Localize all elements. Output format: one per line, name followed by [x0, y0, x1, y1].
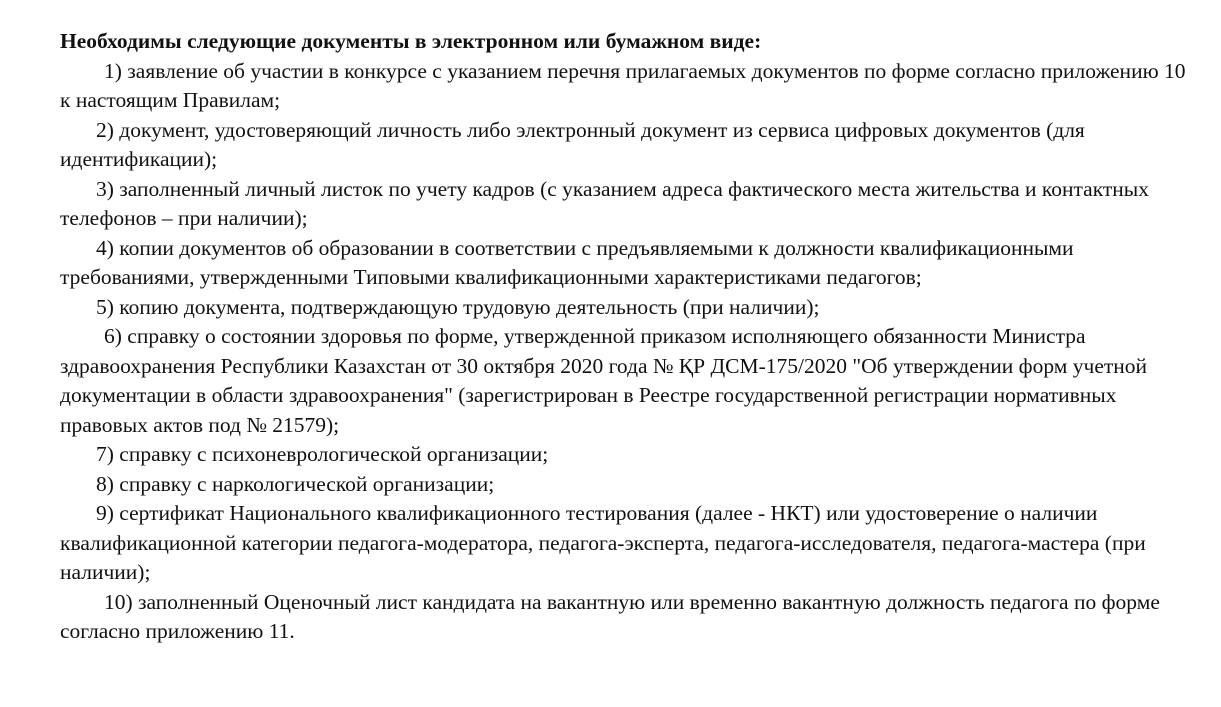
- documents-heading: Необходимы следующие документы в электронном или бумажном виде:: [60, 29, 762, 53]
- document-item-1: 1) заявление об участии в конкурсе с указанием перечня прилагаемых документов по форме согласно приложению 10 к настоящим Правилам;: [60, 58, 1186, 112]
- document-item-7: 7) справку с психоневрологической организации;: [96, 442, 549, 466]
- document-item-2: 2) документ, удостоверяющий личность либо электронный документ из сервиса цифровых документов (для идентификации);: [60, 117, 1085, 171]
- document-item-10: 10) заполненный Оценочный лист кандидата на вакантную или временно вакантную должность педагога по форме согласно приложению 11.: [60, 589, 1160, 643]
- document-item-6: 6) справку о состоянии здоровья по форме, утвержденной приказом исполняющего обязанности Министра здравоохранения Республики Казахстан от 30 октября 2020 года № ҚР ДСМ-175/2020 "Об утверждении форм учетной документации в области здравоохранения" (зарегистрирован в Реестре государственной регистрации нормативных правовых актов под № 21579);: [60, 324, 1148, 437]
- document-body: [60, 27, 1190, 647]
- document-item-8: 8) справку с наркологической организации;: [96, 471, 495, 496]
- document-item-5: 5) копию документа, подтверждающую трудовую деятельность (при наличии);: [96, 294, 820, 319]
- document-item-9: 9) сертификат Национального квалификационного тестирования (далее - НКТ) или удостоверение о наличии квалификационной категории педагога-модератора, педагога-эксперта, педагога-исследователя, педагога-мастера (при наличии);: [60, 501, 1146, 584]
- document-item-4: 4) копии документов об образовании в соответствии с предъявляемыми к должности квалификационными требованиями, утвержденными Типовыми квалификационными характеристиками педагогов;: [60, 235, 1074, 289]
- document-item-3: 3) заполненный личный листок по учету кадров (с указанием адреса фактического места жительства и контактных телефонов – при наличии);: [60, 176, 1149, 230]
